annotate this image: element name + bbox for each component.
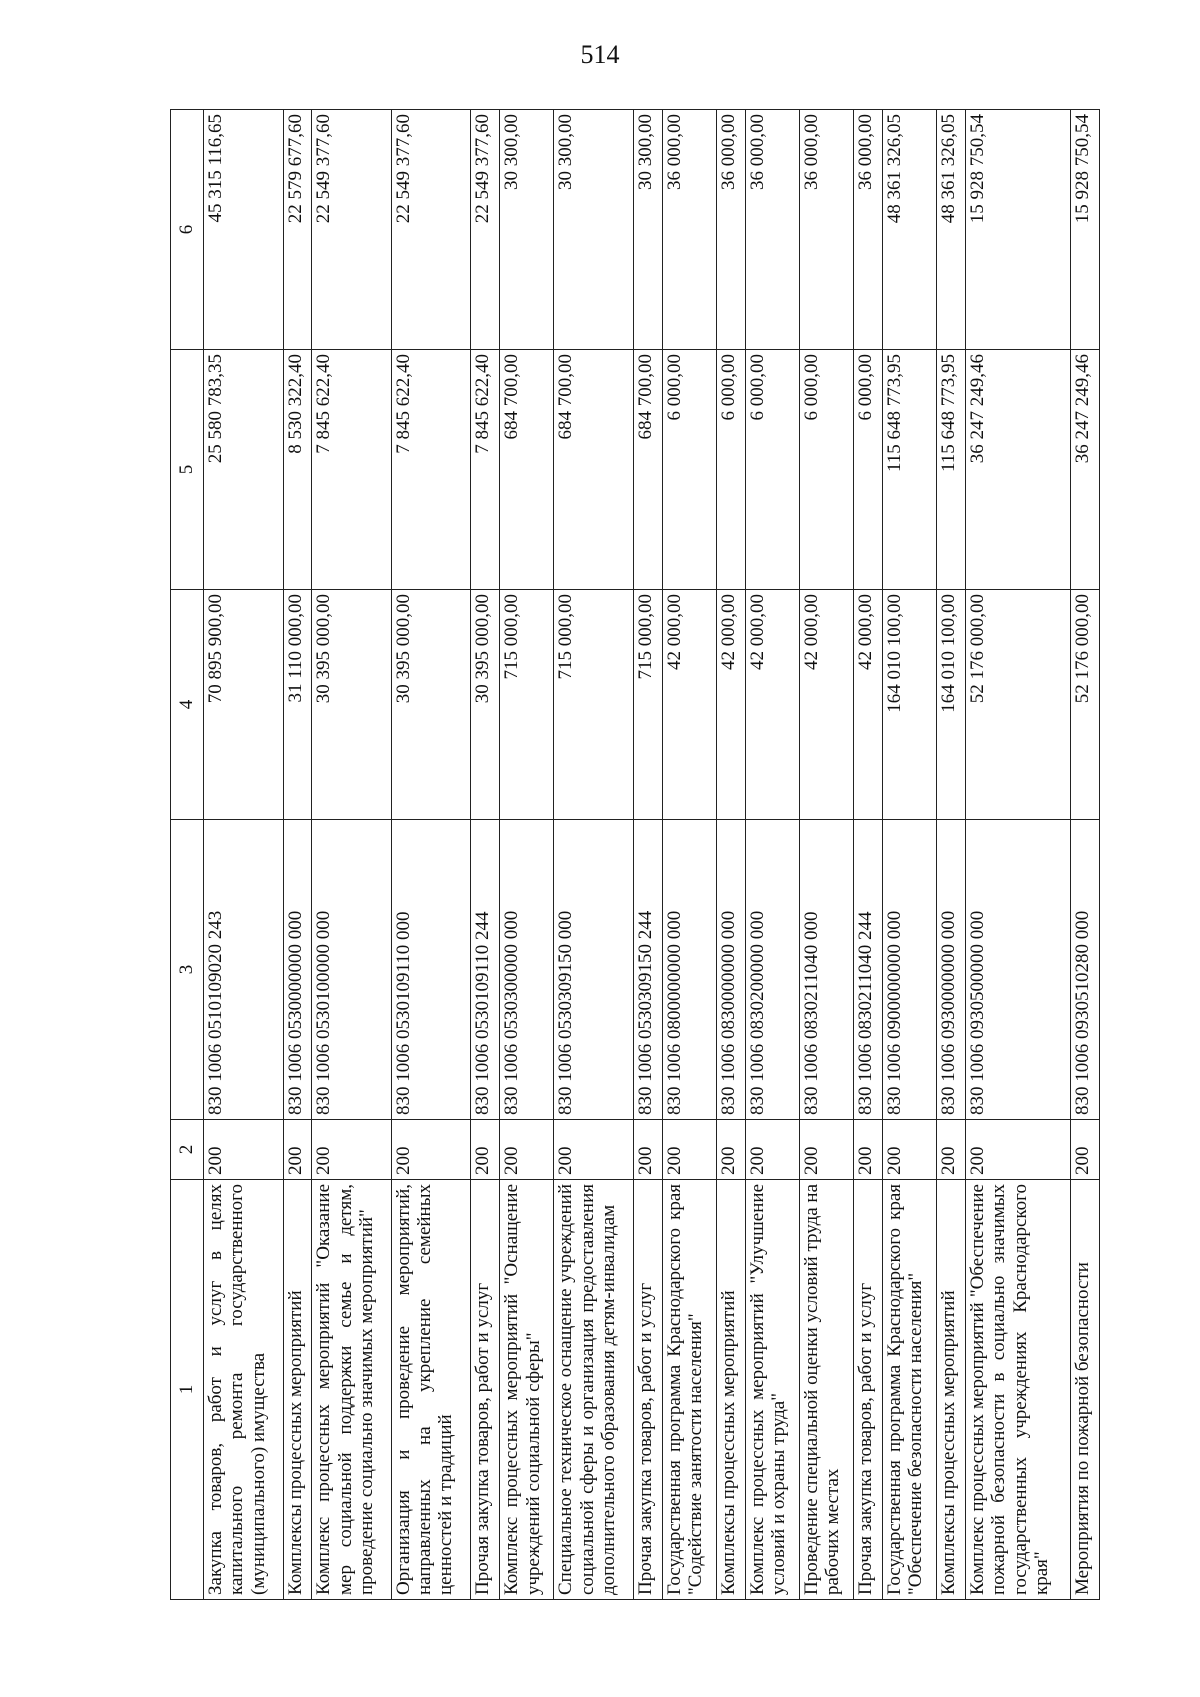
row-executed-cell: 115 648 773,95 <box>883 350 937 590</box>
rotated-table-container <box>170 110 1100 1600</box>
row-name-cell: Государственная программа Краснодарского края "Обеспечение безопасности населения" <box>883 1180 937 1600</box>
row-name-cell: Комплекс процессных мероприятий "Оснащение учреждений социальной сферы" <box>500 1180 554 1600</box>
row-remainder-cell: 30 300,00 <box>554 110 634 350</box>
row-kbk-cell: 830 1006 0900000000 000 <box>883 820 937 1120</box>
table-row <box>745 110 799 1600</box>
row-name-cell: Комплекс процессных мероприятий "Обеспечение пожарной безопасности в социально значимых государственных учреждениях Краснодарского края" <box>966 1180 1071 1600</box>
row-executed-cell: 6 000,00 <box>745 350 799 590</box>
row-executed-cell: 684 700,00 <box>633 350 662 590</box>
table-row <box>662 110 716 1600</box>
header-cell: 2 <box>171 1120 204 1180</box>
table-row <box>500 110 554 1600</box>
row-name-cell: Мероприятия по пожарной безопасности <box>1071 1180 1100 1600</box>
header-cell: 5 <box>171 350 204 590</box>
row-kbk-cell: 830 1006 0530300000 000 <box>500 820 554 1120</box>
row-kbk-cell: 830 1006 0830211040 244 <box>854 820 883 1120</box>
page-number: 514 <box>580 40 620 69</box>
row-name-cell: Прочая закупка товаров, работ и услуг <box>633 1180 662 1600</box>
row-name-cell: Государственная программа Краснодарского края "Содействие занятости населения" <box>662 1180 716 1600</box>
row-remainder-cell: 48 361 326,05 <box>883 110 937 350</box>
row-code-cell: 200 <box>633 1120 662 1180</box>
row-code-cell: 200 <box>800 1120 854 1180</box>
row-name-cell: Закупка товаров, работ и услуг в целях капитального ремонта государственного (муниципального) имущества <box>204 1180 284 1600</box>
table-row <box>283 110 312 1600</box>
header-row <box>171 110 204 1600</box>
row-code-cell: 200 <box>554 1120 634 1180</box>
row-executed-cell: 684 700,00 <box>554 350 634 590</box>
row-approved-cell: 30 395 000,00 <box>312 590 392 820</box>
table-row <box>633 110 662 1600</box>
row-kbk-cell: 830 1006 0530000000 000 <box>283 820 312 1120</box>
row-remainder-cell: 36 000,00 <box>717 110 746 350</box>
row-remainder-cell: 36 000,00 <box>800 110 854 350</box>
row-kbk-cell: 830 1006 0930500000 000 <box>966 820 1071 1120</box>
row-code-cell: 200 <box>204 1120 284 1180</box>
header-cell: 6 <box>171 110 204 350</box>
row-remainder-cell: 22 549 377,60 <box>391 110 471 350</box>
row-kbk-cell: 830 1006 0930000000 000 <box>937 820 966 1120</box>
row-approved-cell: 42 000,00 <box>717 590 746 820</box>
row-code-cell: 200 <box>500 1120 554 1180</box>
row-kbk-cell: 830 1006 0530109110 000 <box>391 820 471 1120</box>
row-approved-cell: 715 000,00 <box>554 590 634 820</box>
table-row <box>204 110 284 1600</box>
row-name-cell: Проведение специальной оценки условий труда на рабочих местах <box>800 1180 854 1600</box>
table-row <box>312 110 392 1600</box>
row-name-cell: Прочая закупка товаров, работ и услуг <box>471 1180 500 1600</box>
row-approved-cell: 164 010 100,00 <box>883 590 937 820</box>
row-code-cell: 200 <box>662 1120 716 1180</box>
row-kbk-cell: 830 1006 0930510280 000 <box>1071 820 1100 1120</box>
row-remainder-cell: 36 000,00 <box>745 110 799 350</box>
row-code-cell: 200 <box>937 1120 966 1180</box>
row-code-cell: 200 <box>391 1120 471 1180</box>
row-kbk-cell: 830 1006 0830200000 000 <box>745 820 799 1120</box>
row-code-cell: 200 <box>717 1120 746 1180</box>
table-row <box>854 110 883 1600</box>
header-cell: 1 <box>171 1180 204 1600</box>
table-row <box>471 110 500 1600</box>
row-approved-cell: 715 000,00 <box>633 590 662 820</box>
row-name-cell: Комплексы процессных мероприятий <box>283 1180 312 1600</box>
row-name-cell: Прочая закупка товаров, работ и услуг <box>854 1180 883 1600</box>
row-remainder-cell: 36 000,00 <box>854 110 883 350</box>
row-name-cell: Специальное техническое оснащение учреждений социальной сферы и организация предоставления дополнительного образования детям-инвалидам <box>554 1180 634 1600</box>
row-remainder-cell: 22 579 677,60 <box>283 110 312 350</box>
row-executed-cell: 36 247 249,46 <box>1071 350 1100 590</box>
row-approved-cell: 42 000,00 <box>745 590 799 820</box>
row-approved-cell: 42 000,00 <box>800 590 854 820</box>
row-remainder-cell: 30 300,00 <box>633 110 662 350</box>
table-row <box>883 110 937 1600</box>
row-name-cell: Организация и проведение мероприятий, направленных на укрепление семейных ценностей и традиций <box>391 1180 471 1600</box>
row-kbk-cell: 830 1006 0530309150 244 <box>633 820 662 1120</box>
row-approved-cell: 30 395 000,00 <box>391 590 471 820</box>
row-approved-cell: 70 895 900,00 <box>204 590 284 820</box>
row-executed-cell: 115 648 773,95 <box>937 350 966 590</box>
row-executed-cell: 6 000,00 <box>717 350 746 590</box>
row-kbk-cell: 830 1006 0530109110 244 <box>471 820 500 1120</box>
row-kbk-cell: 830 1006 0530309150 000 <box>554 820 634 1120</box>
row-kbk-cell: 830 1006 0830000000 000 <box>717 820 746 1120</box>
row-approved-cell: 715 000,00 <box>500 590 554 820</box>
row-executed-cell: 6 000,00 <box>800 350 854 590</box>
row-executed-cell: 684 700,00 <box>500 350 554 590</box>
row-kbk-cell: 830 1006 0530100000 000 <box>312 820 392 1120</box>
row-approved-cell: 52 176 000,00 <box>1071 590 1100 820</box>
row-remainder-cell: 22 549 377,60 <box>312 110 392 350</box>
header-cell: 3 <box>171 820 204 1120</box>
table-row <box>717 110 746 1600</box>
table-row <box>1071 110 1100 1600</box>
row-remainder-cell: 15 928 750,54 <box>1071 110 1100 350</box>
row-name-cell: Комплекс процессных мероприятий "Оказание мер социальной поддержки семье и детям, проведение социально значимых мероприятий" <box>312 1180 392 1600</box>
row-approved-cell: 31 110 000,00 <box>283 590 312 820</box>
row-remainder-cell: 36 000,00 <box>662 110 716 350</box>
table-row <box>966 110 1071 1600</box>
row-executed-cell: 36 247 249,46 <box>966 350 1071 590</box>
row-executed-cell: 6 000,00 <box>662 350 716 590</box>
row-remainder-cell: 22 549 377,60 <box>471 110 500 350</box>
row-approved-cell: 30 395 000,00 <box>471 590 500 820</box>
row-code-cell: 200 <box>1071 1120 1100 1180</box>
row-approved-cell: 164 010 100,00 <box>937 590 966 820</box>
row-remainder-cell: 15 928 750,54 <box>966 110 1071 350</box>
budget-table <box>170 109 1100 1600</box>
row-kbk-cell: 830 1006 0800000000 000 <box>662 820 716 1120</box>
row-kbk-cell: 830 1006 0830211040 000 <box>800 820 854 1120</box>
row-executed-cell: 6 000,00 <box>854 350 883 590</box>
row-name-cell: Комплексы процессных мероприятий <box>937 1180 966 1600</box>
row-kbk-cell: 830 1006 0510109020 243 <box>204 820 284 1120</box>
row-executed-cell: 7 845 622,40 <box>312 350 392 590</box>
row-remainder-cell: 48 361 326,05 <box>937 110 966 350</box>
table-row <box>800 110 854 1600</box>
row-remainder-cell: 45 315 116,65 <box>204 110 284 350</box>
table-row <box>554 110 634 1600</box>
row-executed-cell: 25 580 783,35 <box>204 350 284 590</box>
row-approved-cell: 42 000,00 <box>854 590 883 820</box>
table-row <box>391 110 471 1600</box>
row-code-cell: 200 <box>283 1120 312 1180</box>
row-executed-cell: 7 845 622,40 <box>471 350 500 590</box>
row-code-cell: 200 <box>471 1120 500 1180</box>
row-name-cell: Комплексы процессных мероприятий <box>717 1180 746 1600</box>
row-code-cell: 200 <box>312 1120 392 1180</box>
row-approved-cell: 52 176 000,00 <box>966 590 1071 820</box>
header-cell: 4 <box>171 590 204 820</box>
row-code-cell: 200 <box>854 1120 883 1180</box>
row-approved-cell: 42 000,00 <box>662 590 716 820</box>
row-code-cell: 200 <box>966 1120 1071 1180</box>
row-code-cell: 200 <box>745 1120 799 1180</box>
row-code-cell: 200 <box>883 1120 937 1180</box>
row-name-cell: Комплекс процессных мероприятий "Улучшение условий и охраны труда" <box>745 1180 799 1600</box>
row-remainder-cell: 30 300,00 <box>500 110 554 350</box>
row-executed-cell: 8 530 322,40 <box>283 350 312 590</box>
table-row <box>937 110 966 1600</box>
row-executed-cell: 7 845 622,40 <box>391 350 471 590</box>
